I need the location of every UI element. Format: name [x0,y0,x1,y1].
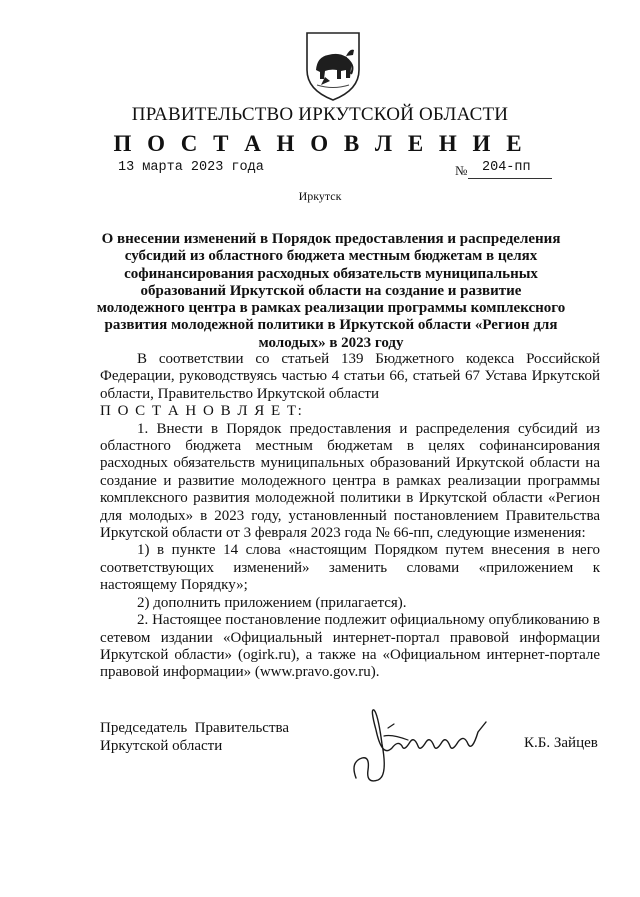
city: Иркутск [298,189,342,203]
document-type: П О С Т А Н О В Л Е Н И Е [113,131,527,156]
decree-word: П О С Т А Н О В Л Я Е Т: [100,403,304,420]
signatory-role-line-2: Иркутской области [100,738,223,754]
handwritten-signature [348,700,500,790]
government-name: ПРАВИТЕЛЬСТВО ИРКУТСКОЙ ОБЛАСТИ [131,104,509,125]
number-underline [468,178,552,179]
signatory-role-line-1: Председатель Правительства [100,720,290,736]
coat-of-arms-emblem [303,30,363,102]
number-label: № [455,163,468,178]
signatory-name: К.Б. Зайцев [524,735,598,751]
document-date: 13 марта 2023 года [118,160,264,175]
preamble-paragraph: В соответствии со статьей 139 Бюджетного кодекса Российской Федерации, руководствуясь частью 4 статьи 66, статьей 67 Устава Иркутской области, Правительство Иркутской области [100,351,600,402]
document-title: О внесении изменений в Порядок предоставления и распределения субсидий из областного бюджета местным бюджетам в целях софинансирования расходных обязательств муниципальных образований Иркутской области на создание и развитие молодежного центра в рамках реализации программы комплексного развития молодежной политики в Иркутской области «Регион для молодых» в 2023 году [96,231,566,351]
document-number: 204-пп [482,160,531,175]
item-2-paragraph: 2. Настоящее постановление подлежит официальному опубликованию в сетевом издании «Официальный интернет-портал правовой информации Иркутской области» (ogirk.ru), а также на «Официальном интернет-портале правовой информации» (www.pravo.gov.ru). [100,612,600,681]
item-1-paragraph: 1. Внести в Порядок предоставления и распределения субсидий из областного бюджета местным бюджетам в целях софинансирования расходных обязательств муниципальных образований Иркутской области на создание и развитие молодежного центра в рамках реализации программы комплексного развития молодежной политики в Иркутской области «Регион для молодых» в 2023 году, установленный постановлением Правительства Иркутской области от 3 февраля 2023 года № 66-пп, следующие изменения: [100,420,600,542]
signatory-role [100,719,289,755]
item-1-subitem-1: 1) в пункте 14 слова «настоящим Порядком путем внесения в него соответствующих изменений» заменить словами «приложением к настоящему Порядку»; [100,542,600,594]
item-1-subitem-2: 2) дополнить приложением (прилагается). [137,594,407,611]
document-body [100,351,600,682]
